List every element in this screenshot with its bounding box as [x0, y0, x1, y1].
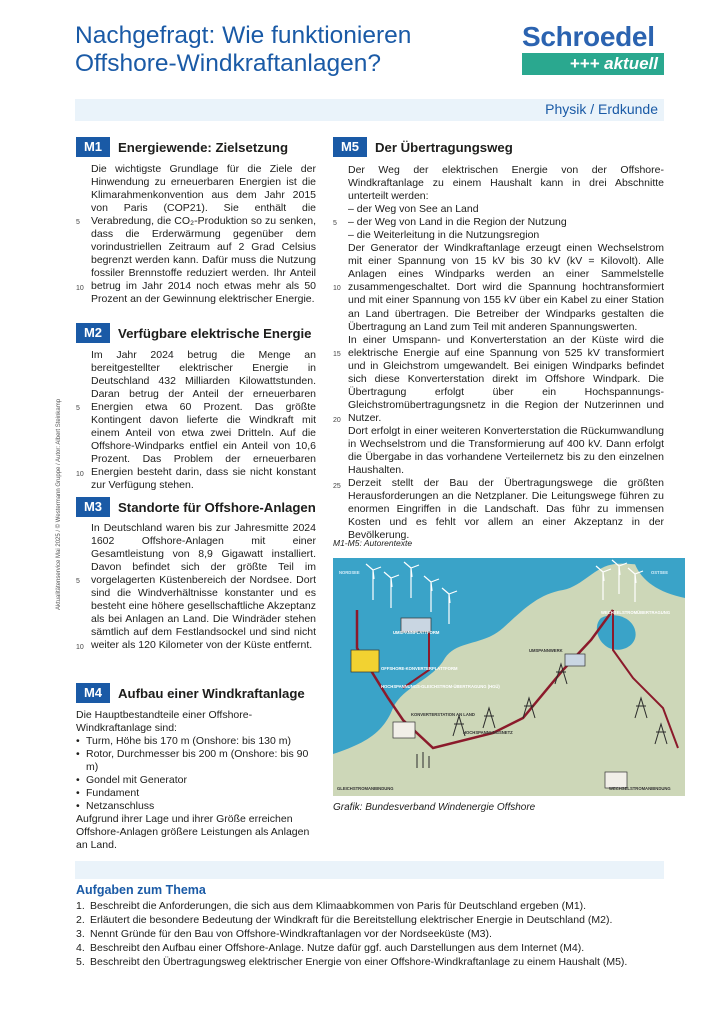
list-item: • Netzanschluss	[76, 800, 316, 813]
section-title-m3: Standorte für Offshore-Anlagen	[118, 499, 316, 515]
m5-dash-item: – die Weiterleitung in die Nutzungsregion	[348, 229, 540, 242]
subject-label: Physik / Erdkunde	[545, 101, 658, 117]
line-number: 5	[333, 220, 337, 227]
m5-intro: Der Weg der elektrischen Energie von der Offshore-Windkraftanlage zu einem Haushalt kann in drei Abschnitte unterteilt werden:	[348, 164, 664, 203]
tasks-list	[76, 899, 676, 969]
page-title	[75, 22, 505, 78]
section-label-m3: M3	[76, 497, 110, 517]
tasks-title: Aufgaben zum Thema	[76, 883, 206, 897]
label-wechselstromanbindung: WECHSELSTROMANBINDUNG	[609, 786, 671, 791]
task-item: 4. Beschreibt den Aufbau einer Offshore-Anlage. Nutze dafür ggf. auch Darstellungen aus dem Internet (M4).	[76, 942, 585, 954]
m5-paragraph-3: Dort erfolgt in einer weiteren Konverterstation die Rückumwandlung in Wechselstrom und die Transformierung auf 400 kV. Dann erfolgt die Übergabe in das vorhandene Verteilernetz bis zu den einzelnen Haushalten.	[348, 424, 664, 477]
m4-body	[76, 709, 316, 853]
subject-band	[75, 99, 664, 121]
section-m5-header	[333, 137, 513, 157]
graphic-caption: Grafik: Bundesverband Windenergie Offshore	[333, 802, 536, 813]
m5-paragraph-1: Der Generator der Windkraftanlage erzeugt einen Wechselstrom mit einer Spannung von 15 kV bis 30 kV (kV = Kilovolt). Alle Anlagen eines Windparks werden an einer Sammelstelle zusammengeschaltet. Dort wird die Spannung hochtransformiert und mit einer Spannung von 155 kV über ein Kabel zu einer Station an Land übertragen. Die Betreiber der Windparks gestalten die Übertragung an Land zum Teil mit anderen Spannungswerten.	[348, 242, 664, 333]
infographic-svg	[333, 558, 685, 796]
title-line-1: Nachgefragt: Wie funktionieren	[75, 22, 412, 49]
label-hochspannungsnetz: HOCHSPANNUNGSNETZ	[463, 730, 513, 735]
section-m2-header	[76, 323, 312, 343]
line-number: 5	[76, 405, 80, 412]
line-number: 15	[333, 351, 341, 358]
label-konverterstation: KONVERTERSTATION AN LAND	[411, 712, 475, 717]
line-number: 10	[76, 644, 84, 651]
section-title-m4: Aufbau einer Windkraftanlage	[118, 685, 305, 701]
task-item: 2. Erläutert die besondere Bedeutung der Windkraft für die Bereitstellung elektrischer Energie in Deutschland (M2).	[76, 914, 613, 926]
m4-component-list	[76, 735, 316, 813]
line-number: 5	[76, 219, 80, 226]
section-label-m1: M1	[76, 137, 110, 157]
label-umspannplattform: UMSPANNPLATTFORM	[393, 630, 440, 635]
task-item: 1. Beschreibt die Anforderungen, die sich aus dem Klimaabkommen von Paris für Deutschland ergeben (M1).	[76, 900, 587, 912]
m4-outro: Aufgrund ihrer Lage und ihrer Größe erreichen Offshore-Anlagen größere Leistungen als Anlagen an Land.	[76, 813, 310, 852]
label-ostsee: OSTSEE	[651, 570, 668, 575]
converter-station	[393, 722, 415, 738]
m1-text: Die wichtigste Grundlage für die Ziele der Hinwendung zu erneuerbaren Energien ist die Klimarahmenkonvention aus dem Jahr 2015 von Paris (COP21). Sie enthält die Verabredung, die CO₂-Produktion so zu senken, dass die Erderwärmung gegenüber dem vorindustriellen Zeitraum auf 2 Grad Celsius begrenzt werden kann. Dafür muss die Nutzung fossiler Brennstoffe reduziert werden. Ihr Anteil betrug im Jahr 2014 noch etwas mehr als 50 Prozent an der Gewinnung elektrischer Energie.	[91, 163, 316, 306]
label-wechselstromuebertragung: WECHSELSTROMÜBERTRAGUNG	[601, 610, 671, 615]
task-item: 5. Beschreibt den Übertragungsweg elektrischer Energie von einer Offshore-Windkraftanlage zu einem Haushalt (M5).	[76, 956, 628, 968]
list-item: • Fundament	[76, 787, 316, 800]
list-item: • Gondel mit Generator	[76, 774, 316, 787]
logo-name: Schroedel	[522, 21, 655, 52]
m4-intro: Die Hauptbestandteile einer Offshore-Windkraftanlage sind:	[76, 709, 253, 735]
label-gleichstromanbindung: GLEICHSTROMANBINDUNG	[337, 786, 394, 791]
list-item: • Rotor, Durchmesser bis 200 m (Onshore: bis 90 m)	[76, 748, 316, 774]
section-m4-header	[76, 683, 305, 703]
section-label-m5: M5	[333, 137, 367, 157]
copyright-sidebar	[56, 340, 68, 610]
line-number: 10	[333, 285, 341, 292]
label-umspannwerk: UMSPANNWERK	[529, 648, 563, 653]
tasks-band	[75, 861, 664, 879]
substation-land	[565, 654, 585, 666]
section-title-m1: Energiewende: Zielsetzung	[118, 139, 289, 155]
label-offshore-konverter: OFFSHORE-KONVERTERPLATTFORM	[381, 666, 458, 671]
label-nordsee: NORDSEE	[339, 570, 360, 575]
m5-dash-item: – der Weg von Land in die Region der Nutzung	[348, 216, 567, 229]
logo-subtitle: +++ aktuell	[522, 53, 664, 75]
line-number: 5	[76, 578, 80, 585]
label-hgu: HOCHSPANNUNGS-GLEICHSTROM-ÜBERTRAGUNG (HGÜ)	[381, 684, 500, 689]
line-number: 25	[333, 483, 341, 490]
m5-body	[348, 164, 664, 542]
section-m1-header	[76, 137, 288, 157]
transmission-infographic	[333, 558, 685, 796]
task-item: 3. Nennt Gründe für den Bau von Offshore-Windkraftanlagen vor der Nordseeküste (M3).	[76, 928, 492, 940]
line-number: 20	[333, 417, 341, 424]
m5-dash-item: – der Weg von See an Land	[348, 203, 479, 216]
section-label-m4: M4	[76, 683, 110, 703]
converter-platform	[351, 650, 379, 672]
line-number: 10	[76, 285, 84, 292]
section-title-m2: Verfügbare elektrische Energie	[118, 325, 312, 341]
m5-paragraph-4: Derzeit stellt der Bau der Übertragungswege die größten Herausforderungen an die Netzplaner. Die Leitungswege führen zu enormen Eingriffen in die Landschaft. Das führ zu immensen Kosten und es fehlt vor allem an einer Akzeptanz in der Bevölkerung.	[348, 477, 664, 542]
section-title-m5: Der Übertragungsweg	[375, 139, 513, 155]
title-line-2: Offshore-Windkraftanlagen?	[75, 50, 381, 77]
line-number: 10	[76, 471, 84, 478]
publisher-logo	[522, 22, 664, 75]
m3-text: In Deutschland waren bis zur Jahresmitte 2024 1602 Offshore-Anlagen mit einer Gesamtleistung von 8,9 Gigawatt installiert. Davon befindet sich der größte Teil im vorgelagerten Küstenbereich der Nordsee. Dort sind die Windverhältnisse konstanter und es besteht eine höhere gesellschaftliche Akzeptanz als bei Anlagen an Land. Die Windräder stehen sämtlich auf dem Festlandsockel und sind nicht weiter als 120 Kilometer von der Küste entfernt.	[91, 522, 316, 652]
list-item: • Turm, Höhe bis 170 m (Onshore: bis 130 m)	[76, 735, 316, 748]
m2-text: Im Jahr 2024 betrug die Menge an bereitgestellter elektrischer Energie in Deutschland 432 Milliarden Kilowattstunden. Daran betrug der Anteil der erneuerbaren Energien etwa 60 Prozent. Das größte Kontingent davon lieferte die Windkraft mit einem Anteil von etwa zwei Dritteln. Auf die Offshore-Windparks entfiel ein Anteil von 10,6 Prozent. Das Problem der erneuerbaren Energien besteht darin, dass sie nicht konstant zur Verfügung stehen.	[91, 349, 316, 492]
m5-paragraph-2: In einer Umspann- und Konverterstation an der Küste wird die elektrische Energie auf eine Spannung von 525 kV transformiert und in Gleichstrom umgewandelt. Bei einigen Windparks befindet sich diese Konverterstation direkt im Offshore Windpark. Die Übertragung erfolgt über ein Hochspannungs-Gleichstromübertragungsnetz in die Region der Nutzerinnen und Nutzer.	[348, 333, 664, 424]
source-note: M1-M5: Autorentexte	[333, 538, 413, 548]
section-label-m2: M2	[76, 323, 110, 343]
section-m3-header	[76, 497, 316, 517]
copyright-text: Aktualitätenservice Mai 2025 / © Westermann Gruppe / Autor: Albert Steinkamp	[56, 398, 62, 610]
